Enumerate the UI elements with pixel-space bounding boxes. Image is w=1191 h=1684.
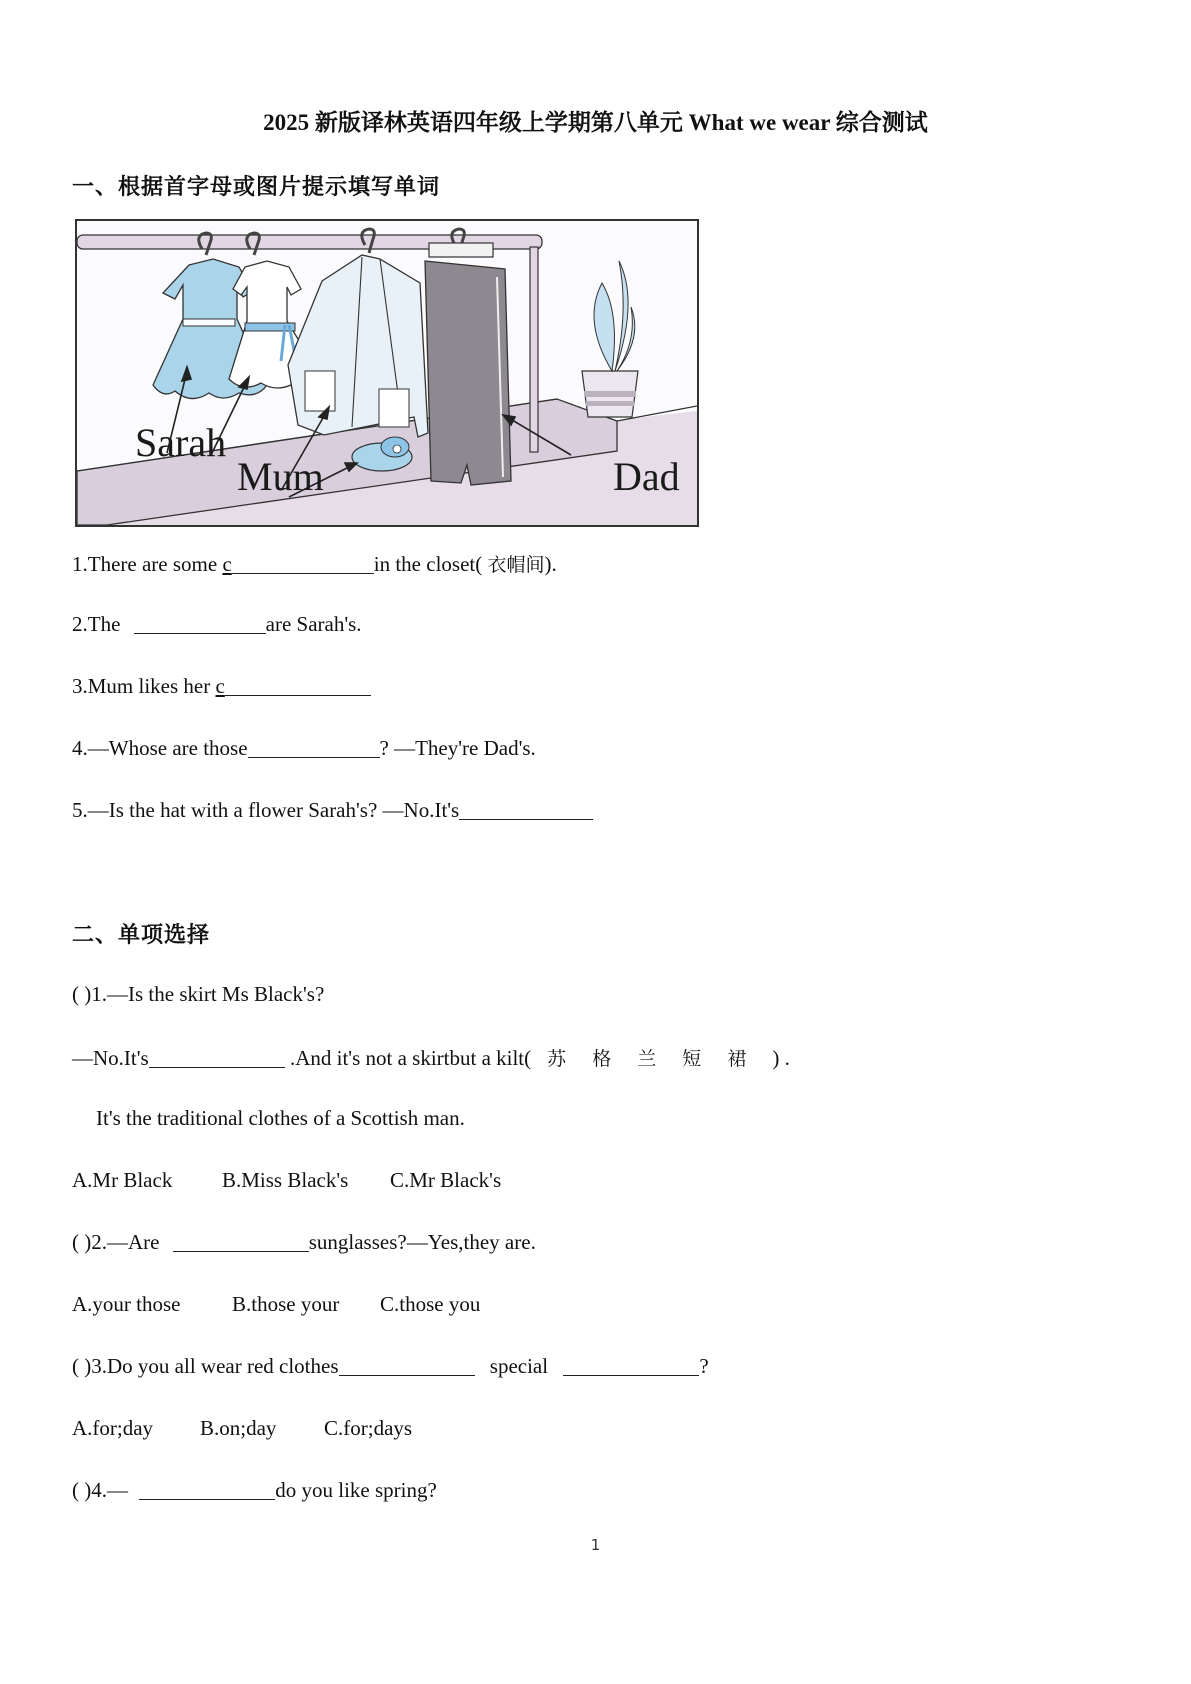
hint-letter: c bbox=[215, 674, 225, 698]
choice-question-3-options bbox=[72, 1416, 412, 1441]
option-a[interactable]: A.your those bbox=[72, 1292, 181, 1316]
label-sarah: Sarah bbox=[135, 420, 227, 465]
answer-blank[interactable] bbox=[225, 674, 371, 696]
option-a[interactable]: A.for;day bbox=[72, 1416, 154, 1440]
section2-heading: 二、单项选择 bbox=[72, 923, 211, 948]
choice-question-1-options bbox=[72, 1168, 501, 1193]
section1-heading: 一、根据首字母或图片提示填写单词 bbox=[72, 175, 441, 200]
fill-question-4: 4.—Whose are those ? —They're Dad's. bbox=[72, 736, 536, 760]
choice-question-2-stem: ( )2.—Are sunglasses?—Yes,they are. bbox=[72, 1230, 536, 1254]
option-c[interactable]: C.Mr Black's bbox=[390, 1168, 502, 1192]
option-b[interactable]: B.those your bbox=[232, 1292, 340, 1316]
answer-blank[interactable] bbox=[149, 1046, 285, 1068]
answer-blank[interactable] bbox=[232, 552, 374, 574]
clothes-rack-drawing bbox=[77, 221, 697, 525]
hint-letter: c bbox=[222, 552, 232, 576]
document-title: 2025 新版译林英语四年级上学期第八单元 What we wear 综合测试 bbox=[263, 110, 928, 135]
answer-paren[interactable]: ( ) bbox=[72, 982, 92, 1006]
option-a[interactable]: A.Mr Black bbox=[72, 1168, 173, 1192]
answer-paren[interactable]: ( ) bbox=[72, 1354, 92, 1378]
fill-question-3: 3.Mum likes her c bbox=[72, 674, 371, 699]
choice-question-2-options bbox=[72, 1292, 480, 1317]
answer-blank[interactable] bbox=[173, 1230, 309, 1252]
answer-paren[interactable]: ( ) bbox=[72, 1230, 92, 1254]
answer-blank[interactable] bbox=[248, 736, 380, 758]
answer-blank[interactable] bbox=[339, 1354, 475, 1376]
choice-question-3-stem: ( )3.Do you all wear red clothes special ? bbox=[72, 1354, 709, 1378]
option-c[interactable]: C.those you bbox=[380, 1292, 481, 1316]
choice-question-1-line2: —No.It's .And it's not a skirtbut a kilt( 苏 格 兰 短 裙 ) . bbox=[72, 1046, 790, 1070]
clothes-rack-illustration bbox=[75, 219, 699, 527]
answer-paren[interactable]: ( ) bbox=[72, 1478, 92, 1502]
label-dad: Dad bbox=[613, 454, 680, 499]
choice-question-1-stem: ( )1.—Is the skirt Ms Black's? bbox=[72, 982, 325, 1006]
fill-question-5: 5.—Is the hat with a flower Sarah's? —No.It's bbox=[72, 798, 593, 823]
option-b[interactable]: B.on;day bbox=[200, 1416, 277, 1440]
answer-blank[interactable] bbox=[139, 1478, 275, 1500]
option-b[interactable]: B.Miss Black's bbox=[222, 1168, 349, 1192]
answer-blank[interactable] bbox=[459, 798, 593, 820]
label-mum: Mum bbox=[237, 454, 324, 499]
answer-blank[interactable] bbox=[134, 612, 266, 634]
choice-question-1-line3: It's the traditional clothes of a Scottish man. bbox=[96, 1106, 465, 1130]
answer-blank[interactable] bbox=[563, 1354, 699, 1376]
fill-question-2: 2.The are Sarah's. bbox=[72, 612, 362, 636]
choice-question-4-stem: ( )4.— do you like spring? bbox=[72, 1478, 437, 1502]
fill-question-1: 1.There are some c in the closet( 衣帽间). bbox=[72, 552, 557, 576]
option-c[interactable]: C.for;days bbox=[324, 1416, 413, 1440]
page-number: 1 bbox=[590, 1536, 601, 1554]
